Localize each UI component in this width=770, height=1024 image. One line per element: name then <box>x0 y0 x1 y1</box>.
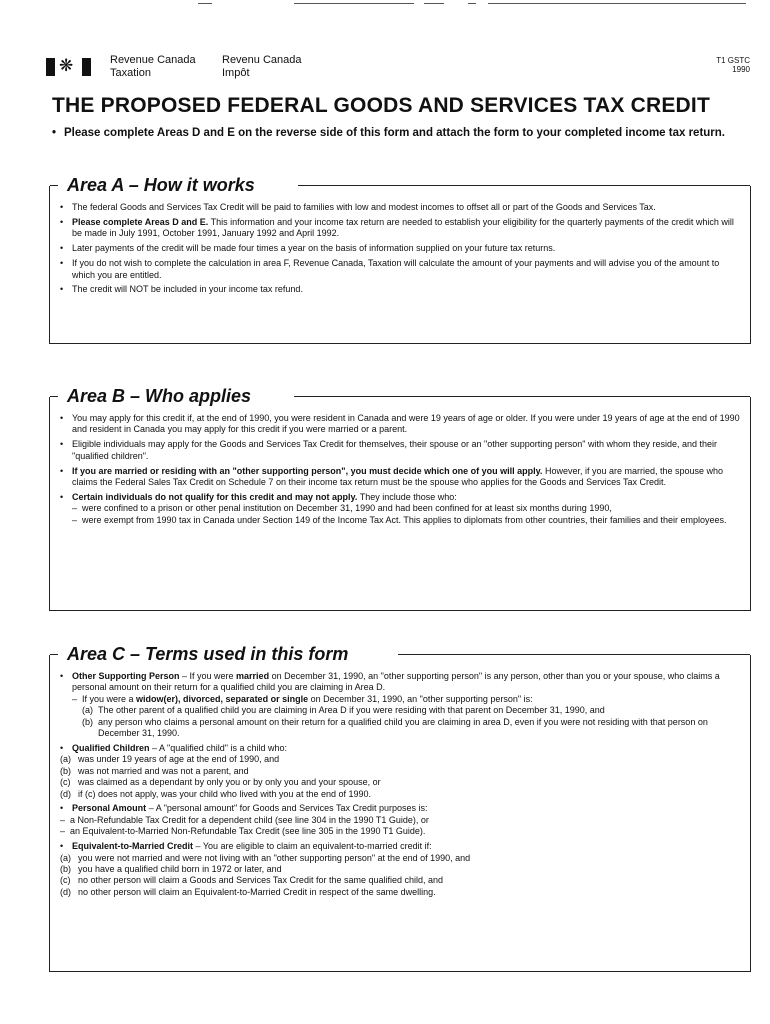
area-a-title: Area A – How it works <box>62 173 260 197</box>
list-item: • If you are married or residing with an "other supporting person", you must decide which one of you will apply. However, if you are married, the spouse who claims the Federal Sales Tax Credit on Schedule 7 on their income tax return must be the spouse who applies for the Goods and Services Tax Credit. <box>60 465 724 488</box>
list-item: • You may apply for this credit if, at the end of 1990, you were resident in Canada and were 19 years of age or older. If you were under 19 years of age at the end of 1990 and resident in Canada you may apply for this credit if you were married or a parent. <box>60 413 740 435</box>
list-item: • Certain individuals do not qualify for this credit and may not apply. They include those who: – were confined to a prison or other penal institution on December 31, 1990 and had been confined for at least six months during 1990, – were exempt from 1990 tax in Canada under Section 149 of the Income Tax Act. This applies to diplomats from other countries, their families and their employees. <box>60 491 727 525</box>
form-code: T1 GSTC 1990 <box>716 56 750 74</box>
list-item: • Eligible individuals may apply for the Goods and Services Tax Credit for themselves, their spouse or an "other supporting person" with whom they reside, and their "qualified children". <box>60 439 718 461</box>
list-item: • Later payments of the credit will be made four times a year on the basis of information supplied on your future tax returns. <box>60 243 556 254</box>
canada-flag-logo <box>46 58 94 76</box>
page-title: THE PROPOSED FEDERAL GOODS AND SERVICES TAX CREDIT <box>52 94 710 117</box>
list-item: • Personal Amount – A "personal amount" for Goods and Services Tax Credit purposes is: – a Non-Refundable Tax Credit for a dependent child (see line 304 in the 1990 T1 Guide), or – an Equivalent-to-Married Non-Refundable Tax Credit (see line 305 in the 1990 T1 Guide). <box>60 803 429 837</box>
list-item: • Other Supporting Person – If you were married on December 31, 1990, an "other supporting person" is any person, other than you or your spouse, who claims a personal amount on their return for a qualified child you are claiming in Area D. – If you were a widow(er), divorced, separated or single on December 31, 1990, an "other supporting person" is: (a) The other parent of a qualified child you are claiming in Area D if you were residing with that parent on December 31, 1990, and (b) any person who claims a personal amount on their return for a qualified child you are claiming in area D, even if you were not residing with that person on December 31, 1990. <box>60 671 720 739</box>
area-b-section <box>49 386 751 611</box>
list-item: • If you do not wish to complete the calculation in area F, Revenue Canada, Taxation will calculate the amount of your payments and will advise you of the amount to which you are entitled. <box>60 258 720 280</box>
scan-line <box>198 3 212 4</box>
maple-leaf-icon: ❋ <box>59 56 74 75</box>
form-header <box>46 54 750 84</box>
scan-line <box>468 3 476 4</box>
area-b-title: Area B – Who applies <box>62 384 256 408</box>
list-item: • The federal Goods and Services Tax Credit will be paid to families with low and modest incomes to offset all or part of the Goods and Services Tax. <box>60 202 656 212</box>
list-item: • Equivalent-to-Married Credit – You are eligible to claim an equivalent-to-married credit if: (a) you were not married and were not living with an "other supporting person" at the end of 1990, and (b) you have a qualified child born in 1972 or later, and (c) no other person will claim a Goods and Services Tax Credit for the same qualified child, and (d) no other person will claim an Equivalent-to-Married Credit in respect of the same dwelling. <box>60 841 471 897</box>
area-a-section <box>49 175 751 344</box>
list-item: • Qualified Children – A "qualified child" is a child who: (a) was under 19 years of age at the end of 1990, and (b) was not married and was not a parent, and (c) was claimed as a dependant by only you or by only you and your spouse, or (d) if (c) does not apply, was your child who lived with you at the end of 1990. <box>60 742 381 799</box>
department-name-fr: Revenu Canada Impôt <box>222 54 302 79</box>
list-item: • The credit will NOT be included in your income tax refund. <box>60 284 303 295</box>
scan-line <box>294 3 414 4</box>
scan-line <box>488 3 746 4</box>
list-item: • Please complete Areas D and E. This information and your income tax return are needed to establish your eligibility for the quarterly payments of the credit which will be made in July 1991, October 1991, January 1992 and April 1992. <box>60 216 734 239</box>
intro-instruction: • Please complete Areas D and E on the reverse side of this form and attach the form to your completed income tax return. <box>52 127 725 139</box>
department-name-en: Revenue Canada Taxation <box>110 54 196 79</box>
area-c-section <box>49 644 751 972</box>
area-c-title: Area C – Terms used in this form <box>62 642 353 666</box>
scan-line <box>424 3 444 4</box>
